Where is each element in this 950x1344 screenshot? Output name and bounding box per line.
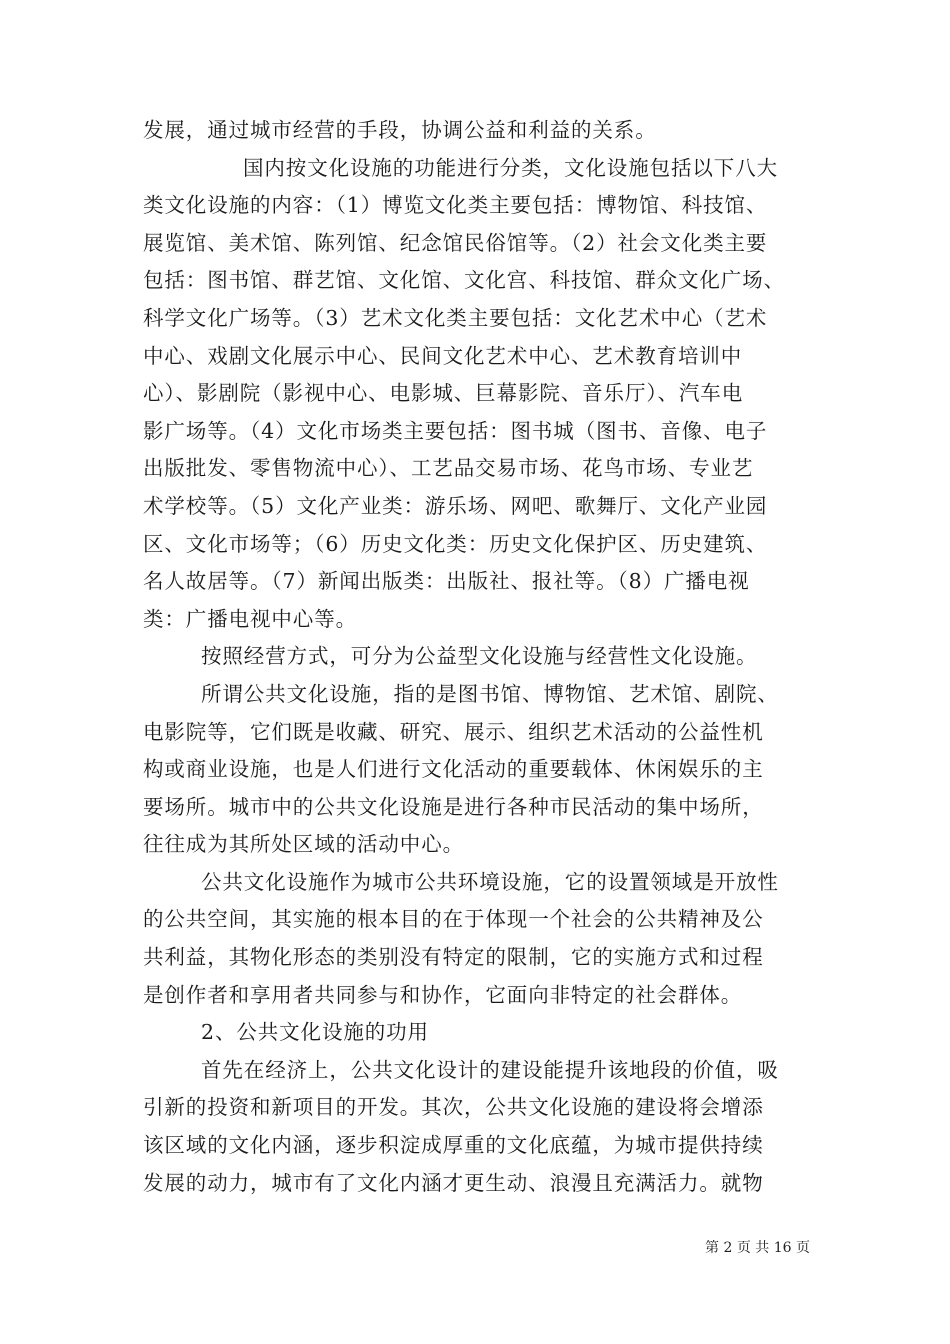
text-line: 出版批发、零售物流中心）、工艺品交易市场、花鸟市场、专业艺: [143, 456, 754, 481]
text-line: 科学文化广场等。（3）艺术文化类主要包括：文化艺术中心（艺术: [143, 305, 768, 330]
text-line: 电影院等，它们既是收藏、研究、展示、组织艺术活动的公益性机: [143, 719, 764, 744]
section-heading: 2、公共文化设施的功用: [201, 1020, 429, 1045]
text-line: 包括：图书馆、群艺馆、文化馆、文化宫、科技馆、群众文化广场、: [143, 268, 785, 293]
paragraph-first-line: 公共文化设施作为城市公共环境设施，它的设置领域是开放性: [201, 869, 779, 894]
text-line: 构或商业设施，也是人们进行文化活动的重要载体、休闲娱乐的主: [143, 757, 764, 782]
text-line: 引新的投资和新项目的开发。其次，公共文化设施的建设将会增添: [143, 1095, 764, 1120]
text-line: 名人故居等。（7）新闻出版类：出版社、报社等。（8）广播电视: [143, 569, 750, 594]
text-line: 术学校等。（5）文化产业类：游乐场、网吧、歌舞厅、文化产业园: [143, 493, 768, 518]
paragraph-first-line: 国内按文化设施的功能进行分类，文化设施包括以下八大: [243, 155, 778, 180]
text-line: 影广场等。（4）文化市场类主要包括：图书城（图书、音像、电子: [143, 418, 768, 443]
text-line: 类文化设施的内容：（1）博览文化类主要包括：博物馆、科技馆、: [143, 193, 768, 218]
paragraph-first-line: 所谓公共文化设施，指的是图书馆、博物馆、艺术馆、剧院、: [201, 681, 779, 706]
text-line: 中心、戏剧文化展示中心、民间文化艺术中心、艺术教育培训中: [143, 343, 743, 368]
body-text: [143, 112, 833, 1202]
paragraph-first-line: 首先在经济上，公共文化设计的建设能提升该地段的价值，吸: [201, 1057, 779, 1082]
text-line: 往往成为其所处区域的活动中心。: [143, 832, 464, 857]
text-line: 类：广播电视中心等。: [143, 606, 357, 631]
page-number-footer: 第 2 页 共 16 页: [705, 1240, 810, 1256]
text-line: 的公共空间，其实施的根本目的在于体现一个社会的公共精神及公: [143, 907, 764, 932]
text-line: 发展，通过城市经营的手段，协调公益和利益的关系。: [143, 118, 657, 142]
paragraph-first-line: 按照经营方式，可分为公益型文化设施与经营性文化设施。: [201, 644, 758, 669]
text-line: 展览馆、美术馆、陈列馆、纪念馆民俗馆等。（2）社会文化类主要: [143, 230, 768, 255]
text-line: 共利益，其物化形态的类别没有特定的限制，它的实施方式和过程: [143, 945, 764, 970]
text-line: 发展的动力，城市有了文化内涵才更生动、浪漫且充满活力。就物: [143, 1170, 764, 1195]
text-line: 要场所。城市中的公共文化设施是进行各种市民活动的集中场所，: [143, 794, 764, 819]
text-line: 区、文化市场等；（6）历史文化类：历史文化保护区、历史建筑、: [143, 531, 768, 556]
text-line: 是创作者和享用者共同参与和协作，它面向非特定的社会群体。: [143, 982, 743, 1007]
text-line: 该区域的文化内涵，逐步积淀成厚重的文化底蕴，为城市提供持续: [143, 1133, 764, 1158]
text-line: 心）、影剧院（影视中心、电影城、巨幕影院、音乐厅）、汽车电: [143, 381, 744, 406]
